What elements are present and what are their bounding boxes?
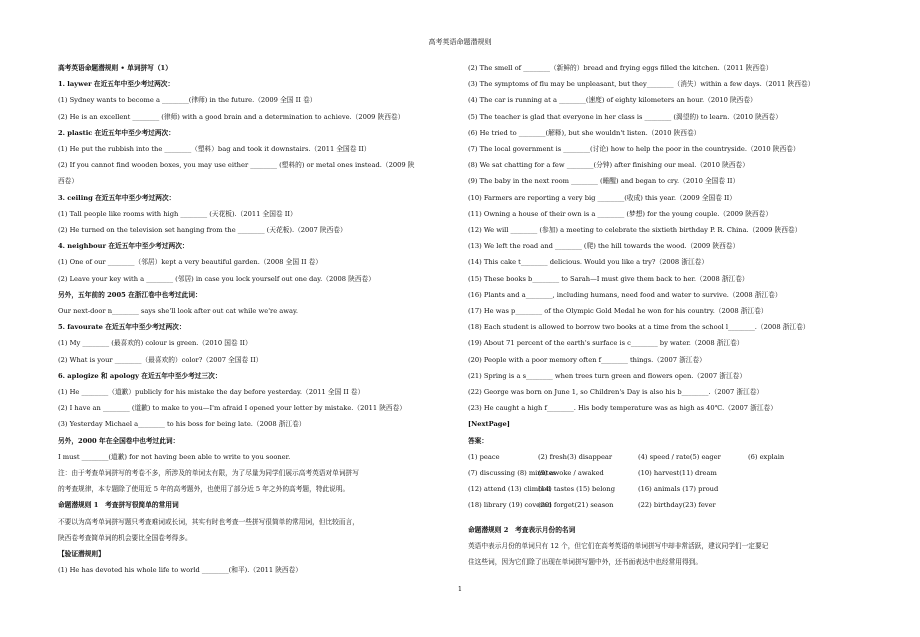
text-line: (21) Spring is a s________ when trees turn green and flowers open.（2007 浙江卷）: [468, 371, 747, 380]
answer-item: (22) birthday(23) fever: [638, 501, 716, 510]
page-header: 高考英语命题潜规则: [428, 38, 492, 46]
text-line: (10) Farmers are reporting a very big ________(收成) this year.（2009 全国卷 II）: [468, 193, 736, 202]
answer-block: [468, 449, 868, 514]
text-line: (23) He caught a high f________. His body temperature was as high as 40℃.（2007 浙江卷）: [468, 404, 777, 413]
answer-row: [468, 497, 868, 513]
text-line: (5) The teacher is glad that everyone in her class is ________ (渴望的) to learn.（2010 陕西卷）: [468, 112, 782, 121]
text-line: (3) The symptoms of flu may be unpleasant, but they________（消失）within a few days.（2011 陕西卷）: [468, 80, 815, 89]
section-heading: 3. ceiling 在近五年中至少考过两次：: [58, 193, 176, 202]
answer-item: (14) tastes (15) belong: [538, 485, 616, 494]
rule-2-section: [468, 522, 868, 571]
text-line: (7) The local government is ________(讨论) how to help the poor in the countryside.（2010 陕西卷）: [468, 145, 800, 154]
answer-item: [748, 481, 838, 497]
text-line: (1) Tall people like rooms with high ________ (天花板).（2011 全国卷 II）: [58, 209, 297, 218]
text-line: (1) One of our ________（邻居）kept a very beautiful garden.（2008 全国 II 卷）: [58, 258, 322, 267]
section-heading: 答案：: [468, 436, 489, 445]
text-line: (8) We sat chatting for a few ________(分钟) after finishing our meal.（2010 陕西卷）: [468, 161, 749, 170]
text-line: (1) He has devoted his whole life to world ________(和平).（2011 陕西卷）: [58, 566, 302, 575]
section-heading: 【验证潜规则】: [58, 550, 105, 559]
text-line: (2) The smell of ________（新鲜的）bread and frying eggs filled the kitchen.（2011 陕西卷）: [468, 64, 773, 72]
answer-item: [748, 465, 838, 481]
text-line: 陕西卷考查简单词的机会要比全国卷考得多。: [58, 533, 192, 542]
text-line: (17) He was p________ of the Olympic Gold Medal he won for his country.（2008 浙江卷）: [468, 307, 768, 316]
section-heading: 高考英语命题潜规则 • 单词拼写（1）: [58, 64, 172, 72]
text-line: (2) He turned on the television set hanging from the ________ (天花板).（2007 陕西卷）: [58, 226, 347, 235]
answer-item: (20) forget(21) season: [538, 501, 614, 510]
right-exercises: [468, 60, 868, 449]
text-line: (1) Sydney wants to become a ________(律师) in the future.（2009 全国 II 卷）: [58, 96, 317, 105]
answer-item: (18) library (19) covered: [468, 501, 552, 510]
text-line: (3) Yesterday Michael a________ to his boss for being late.（2008 浙江卷）: [58, 420, 306, 429]
section-heading: 命题潜规则 1 考查拼写很简单的常用词: [58, 501, 179, 510]
text-line: (2) What is your ________（最喜欢的）color?（2007 全国卷 II）: [58, 355, 263, 364]
text-line: (1) He ________（道歉）publicly for his mistake the day before yesterday.（2011 全国 II 卷）: [58, 388, 365, 397]
text-line: (22) George was born on June 1, so Children's Day is also his b________.（2007 浙江卷）: [468, 388, 764, 397]
section-heading: 5. favourate 在近五年中至少考过两次：: [58, 323, 186, 332]
answer-item: (7) discussing (8) minutes: [468, 469, 556, 478]
text-line: (18) Each student is allowed to borrow two books at a time from the school l________.（2008 浙江卷）: [468, 323, 810, 332]
text-line: (6) He tried to ________(解释), but she wouldn't listen.（2010 陕西卷）: [468, 128, 701, 137]
answer-item: (4) speed / rate(5) eager: [638, 452, 721, 461]
text-line: Our next-door n________ says she'll look after out cat while we're away.: [58, 307, 299, 316]
answer-item: (10) harvest(11) dream: [638, 469, 717, 478]
answer-item: (9) awoke / awaked: [538, 469, 604, 478]
text-line: (2) If you cannot find wooden boxes, you may use either ________ (塑料的) or metal ones instead.（2009 陕: [58, 161, 415, 170]
section-heading: [NextPage]: [468, 420, 510, 429]
section-heading: 2. plastic 在近五年中至少考过两次：: [58, 128, 175, 137]
text-line: (15) These books b________ to Sarah—I must give them back to her.（2008 浙江卷）: [468, 274, 749, 283]
answer-item: (6) explain: [748, 452, 785, 461]
section-heading: 另外，2000 年在全国卷中也考过此词：: [58, 436, 180, 445]
right-column: [468, 60, 868, 570]
section-heading: 另外，五年前的 2005 在浙江卷中也考过此词：: [58, 290, 202, 299]
text-line: (1) My ________ (最喜欢的) colour is green.（2010 国卷 II）: [58, 339, 252, 348]
text-line: (4) The car is running at a ________(速度) of eighty kilometers an hour.（2010 陕西卷）: [468, 96, 757, 105]
text-line: (16) Plants and a________, including humans, need food and water to survive.（2008 浙江卷）: [468, 290, 782, 299]
answer-item: (12) attend (13) climbed: [468, 485, 551, 494]
text-line: (2) I have an ________ (道歉) to make to you—I'm afraid I opened your letter by mistake.（2011 陕西卷）: [58, 404, 406, 413]
left-column: [58, 60, 458, 579]
text-line: (2) He is an excellent ________ (律师) with a good brain and a determination to achieve.（2009 陕西卷）: [58, 112, 405, 121]
text-line: 西卷）: [58, 177, 79, 186]
page-number: 1: [457, 585, 463, 593]
text-line: (20) People with a poor memory often f________ things.（2007 浙江卷）: [468, 355, 706, 364]
answer-item: (2) fresh(3) disappear: [538, 452, 613, 461]
answer-item: (1) peace: [468, 452, 500, 461]
text-line: 英语中表示月份的单词只有 12 个，但它们在高考英语的单词拼写中却非常活跃，建议同学们一定要记: [468, 541, 769, 550]
text-line: (1) He put the rubbish into the ________（塑料）bag and took it downstairs.（2011 全国卷 II）: [58, 145, 371, 154]
text-line: (13) We left the road and ________ (爬) the hill towards the wood.（2009 陕西卷）: [468, 242, 740, 251]
text-line: 住这些词，因为它们除了出现在单词拼写题中外，还书面表达中也经常用得到。: [468, 558, 703, 567]
text-line: (9) The baby in the next room ________ (睡醒) and began to cry.（2010 全国卷 II）: [468, 177, 740, 186]
text-line: 的考查规律，本专题除了使用近 5 年的高考题外，也使用了部分近 5 年之外的高考题，特此说明。: [58, 485, 350, 494]
text-line: (2) Leave your key with a ________ (邻居) in case you lock yourself out one day.（2008 陕西卷）: [58, 274, 375, 283]
answer-row: [468, 481, 868, 497]
answer-row: [468, 449, 868, 465]
section-heading: 4. neighbour 在近五年中至少考过两次：: [58, 242, 189, 251]
text-line: (12) We will ________ (参加) a meeting to celebrate the sixtieth birthday P. R. China.（2009 陕西卷）: [468, 226, 802, 235]
section-heading: 1. laywer 在近五年中至少考过两次：: [58, 80, 175, 89]
section-heading: 命题潜规则 2 考查表示月份的名词: [468, 525, 576, 534]
answer-item: [748, 497, 838, 513]
answer-item: (16) animals (17) proud: [638, 485, 719, 494]
text-line: (19) About 71 percent of the earth's surface is c________ by water.（2008 浙江卷）: [468, 339, 744, 348]
section-heading: 6. aplogize 和 apology 在近五年中至少考过三次：: [58, 371, 222, 380]
text-line: 不要以为高考单词拼写题只考查难词或长词，其实有时也考查一些拼写很简单的常用词，但比较而言，: [58, 517, 359, 526]
text-line: 注：由于考查单词拼写的考卷不多，所涉及的单词太有限，为了尽量为同学们展示高考英语对单词拼写: [58, 469, 359, 478]
text-line: (11) Owning a house of their own is a ________ (梦想) for the young couple.（2009 陕西卷）: [468, 209, 773, 218]
text-line: (14) This cake t________ delicious. Would you like a try?（2008 浙江卷）: [468, 258, 709, 267]
spacer: [468, 514, 868, 522]
answer-row: [468, 465, 868, 481]
text-line: I must ________(道歉) for not having been able to write to you sooner.: [58, 452, 291, 461]
